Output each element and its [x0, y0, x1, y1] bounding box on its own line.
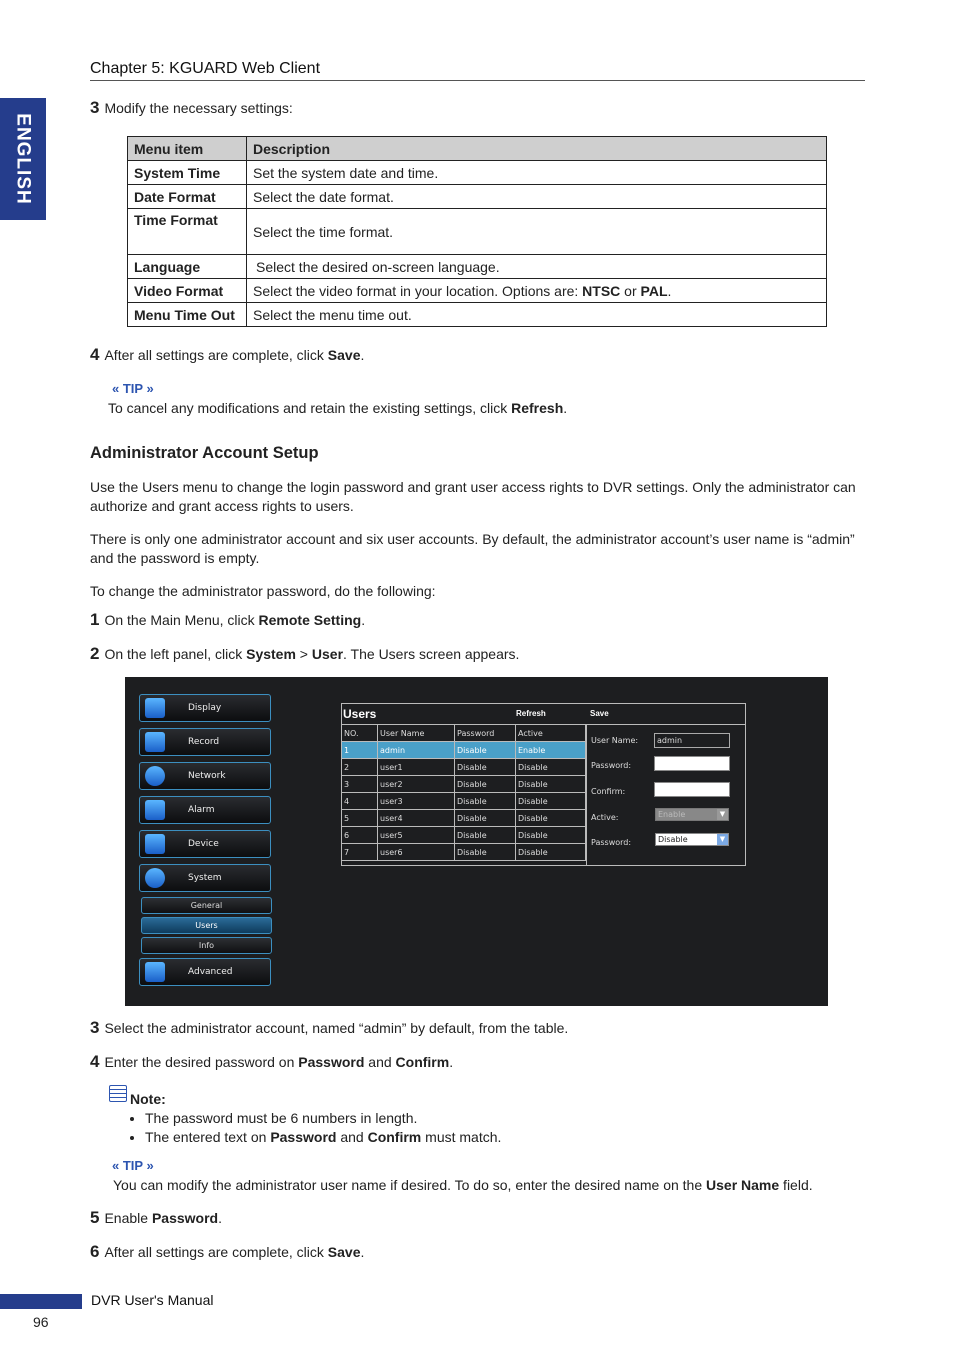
nav-system-button[interactable] — [139, 864, 271, 892]
cell-description: Select the desired on-screen language. — [247, 255, 827, 279]
sub-users-button[interactable]: Users — [141, 917, 272, 934]
list-item — [145, 1128, 501, 1147]
tip-label: « TIP » — [112, 1158, 154, 1173]
page-number: 96 — [33, 1314, 49, 1330]
step-text: After all settings are complete, click — [104, 347, 328, 363]
step-6-save — [90, 1242, 870, 1262]
tip-label: « TIP » — [112, 381, 154, 396]
note-end: must match. — [421, 1129, 502, 1145]
nav-alarm-button[interactable] — [139, 796, 271, 824]
cell-item: Time Format — [128, 209, 247, 255]
step-separator: > — [295, 646, 312, 662]
globe-icon — [145, 766, 165, 786]
step-text: On the Main Menu, click — [104, 612, 259, 628]
users-title: Users — [343, 707, 377, 721]
user-name-field[interactable]: admin — [654, 733, 730, 748]
col-user-name: User Name — [378, 725, 455, 742]
step-text: Enter the desired password on — [104, 1054, 299, 1070]
cell-description: Select the time format. — [247, 209, 827, 255]
cell-description: Select the date format. — [247, 185, 827, 209]
user-row[interactable] — [342, 742, 586, 759]
footer-title: DVR User's Manual — [91, 1292, 214, 1308]
header-description: Description — [247, 137, 827, 161]
save-button[interactable]: Save — [590, 709, 609, 718]
paragraph: There is only one administrator account and six user accounts. By default, the administrator account’s user name is “admin” and the password is empty. — [90, 531, 855, 566]
users-panel-header — [342, 704, 745, 725]
cell-user-name: user5 — [378, 827, 455, 844]
step-end: . — [361, 612, 366, 628]
nav-label: Alarm — [188, 805, 215, 815]
tip-end: field. — [779, 1177, 813, 1193]
nav-label: Device — [188, 839, 219, 849]
cell-description: Set the system date and time. — [247, 161, 827, 185]
table-row — [128, 161, 827, 185]
nav-label: Advanced — [188, 967, 233, 977]
desc-end: . — [667, 282, 672, 299]
step-number: 6 — [90, 1242, 100, 1261]
col-active: Active — [516, 725, 586, 742]
table-row — [128, 255, 827, 279]
system-keyword: System — [246, 646, 296, 662]
password-keyword: Password — [151, 1210, 219, 1226]
step-text: On the left panel, click — [104, 646, 247, 662]
cell-active: Disable — [516, 776, 586, 793]
cell-password: Disable — [455, 827, 516, 844]
user-row[interactable] — [342, 844, 586, 861]
active-select-value: Enable — [658, 810, 686, 819]
desc-text: Select the video format in your location. Options are: — [253, 282, 583, 299]
cell-active: Disable — [516, 793, 586, 810]
step-text: Select the administrator account, named “admin” by default, from the table. — [104, 1020, 569, 1036]
header-menu-item: Menu item — [128, 137, 247, 161]
nav-advanced-button[interactable] — [139, 958, 271, 986]
cell-item: Date Format — [128, 185, 247, 209]
confirm-keyword: Confirm — [367, 1129, 422, 1145]
user-row[interactable] — [342, 793, 586, 810]
col-no: NO. — [342, 725, 378, 742]
note-mid: and — [336, 1129, 368, 1145]
cell-no: 3 — [342, 776, 378, 793]
tip-body: You can modify the administrator user name if desired. To do so, enter the desired name on the — [113, 1177, 707, 1193]
table-header-row — [128, 137, 827, 161]
col-password: Password — [455, 725, 516, 742]
nav-device-button[interactable] — [139, 830, 271, 858]
menu-item-table — [127, 136, 827, 327]
notepad-icon — [109, 1085, 127, 1102]
device-icon — [145, 834, 165, 854]
note-list — [127, 1109, 501, 1147]
tip-body: To cancel any modifications and retain the existing settings, click — [108, 400, 512, 416]
section-heading: Administrator Account Setup — [90, 444, 319, 462]
nav-label: System — [188, 873, 222, 883]
step-number: 3 — [90, 1018, 100, 1037]
confirm-field[interactable] — [654, 782, 730, 797]
user-row[interactable] — [342, 759, 586, 776]
cell-active: Disable — [516, 759, 586, 776]
step-4-enter-password — [90, 1052, 870, 1072]
save-keyword: Save — [327, 1244, 361, 1260]
users-table-header — [342, 725, 586, 742]
password-label: Password: — [591, 761, 632, 770]
cell-password: Disable — [455, 742, 516, 759]
chevron-down-icon: ▼ — [717, 834, 728, 845]
step-end: . — [218, 1210, 222, 1226]
cell-description — [247, 279, 827, 303]
nav-network-button[interactable] — [139, 762, 271, 790]
nav-label: Record — [188, 737, 220, 747]
cell-user-name: user2 — [378, 776, 455, 793]
cell-password: Disable — [455, 844, 516, 861]
user-row[interactable] — [342, 776, 586, 793]
users-table — [342, 725, 586, 861]
cell-user-name: user6 — [378, 844, 455, 861]
table-row — [128, 185, 827, 209]
table-row — [128, 279, 827, 303]
user-name-label: User Name: — [591, 736, 639, 745]
cell-item: Menu Time Out — [128, 303, 247, 327]
user-name-keyword: User Name — [706, 1177, 780, 1193]
cell-user-name: user4 — [378, 810, 455, 827]
alarm-icon — [145, 800, 165, 820]
cell-user-name: user3 — [378, 793, 455, 810]
note-label: Note: — [130, 1091, 166, 1107]
refresh-keyword: Refresh — [511, 400, 564, 416]
tip-text — [113, 1176, 883, 1195]
sub-general-button[interactable]: General — [141, 897, 272, 914]
step-4-save — [90, 345, 870, 365]
nav-display-button[interactable] — [139, 694, 271, 722]
step-number: 4 — [90, 345, 100, 364]
sub-info-button[interactable]: Info — [141, 937, 272, 954]
cell-no: 7 — [342, 844, 378, 861]
step-3-select-admin — [90, 1018, 870, 1038]
record-icon — [145, 732, 165, 752]
cell-password: Disable — [455, 759, 516, 776]
cell-active: Disable — [516, 827, 586, 844]
tip-end: . — [563, 400, 568, 416]
users-panel — [341, 703, 746, 866]
save-keyword: Save — [327, 347, 361, 363]
active-select[interactable] — [655, 808, 729, 821]
step-text: After all settings are complete, click — [104, 1244, 328, 1260]
cell-user-name: user1 — [378, 759, 455, 776]
user-keyword: User — [311, 646, 344, 662]
cell-item: Video Format — [128, 279, 247, 303]
step-text: Enable — [104, 1210, 152, 1226]
wrench-icon — [145, 962, 165, 982]
nav-label: Network — [188, 771, 226, 781]
cell-description: Select the menu time out. — [247, 303, 827, 327]
chapter-header: Chapter 5: KGUARD Web Client — [90, 60, 865, 81]
nav-label: Display — [188, 703, 222, 713]
step-5-enable-password — [90, 1208, 870, 1228]
paragraph: Use the Users menu to change the login password and grant user access rights to DVR settings. Only the administrator can authorize and grant access rights to users. — [90, 479, 856, 514]
password-enable-label: Password: — [591, 838, 632, 847]
cell-no: 6 — [342, 827, 378, 844]
step-text: Modify the necessary settings: — [104, 100, 293, 116]
language-tab-label: ENGLISH — [13, 113, 35, 205]
step-number: 5 — [90, 1208, 100, 1227]
table-row — [128, 303, 827, 327]
step-number: 3 — [90, 98, 100, 117]
password-field[interactable] — [654, 756, 730, 771]
option-pal: PAL — [640, 282, 668, 299]
display-icon — [145, 698, 165, 718]
step-2-system-user — [90, 644, 870, 664]
step-number: 2 — [90, 644, 100, 663]
note-text: The entered text on — [145, 1129, 271, 1145]
table-row — [128, 209, 827, 255]
desc-or: or — [620, 282, 641, 299]
step-1-remote-setting — [90, 610, 870, 630]
step-3-modify — [90, 98, 870, 118]
cell-password: Disable — [455, 810, 516, 827]
step-number: 4 — [90, 1052, 100, 1071]
confirm-keyword: Confirm — [395, 1054, 450, 1070]
step-mid: and — [364, 1054, 396, 1070]
step-number: 1 — [90, 610, 100, 629]
option-ntsc: NTSC — [582, 282, 621, 299]
cell-no: 1 — [342, 742, 378, 759]
remote-setting-keyword: Remote Setting — [258, 612, 362, 628]
user-row[interactable] — [342, 810, 586, 827]
users-screen-screenshot — [125, 677, 828, 1006]
refresh-button[interactable]: Refresh — [516, 709, 546, 718]
cell-active: Enable — [516, 742, 586, 759]
tip-text — [108, 399, 878, 418]
list-item: • The password must be 6 numbers in length. — [145, 1109, 501, 1128]
cell-password: Disable — [455, 793, 516, 810]
password-keyword: Password — [270, 1129, 337, 1145]
chevron-down-icon: ▼ — [717, 809, 728, 820]
password-keyword: Password — [298, 1054, 365, 1070]
paragraph: To change the administrator password, do the following: — [90, 583, 436, 599]
password-enable-select[interactable] — [655, 833, 729, 846]
cell-item: Language — [128, 255, 247, 279]
cell-active: Disable — [516, 810, 586, 827]
footer-bar — [0, 1294, 82, 1309]
cell-no: 4 — [342, 793, 378, 810]
step-end: . — [360, 347, 365, 363]
nav-record-button[interactable] — [139, 728, 271, 756]
cell-item: System Time — [128, 161, 247, 185]
cell-no: 2 — [342, 759, 378, 776]
panel-divider — [586, 725, 587, 865]
language-tab — [0, 98, 46, 220]
password-enable-value: Disable — [658, 835, 688, 844]
cell-password: Disable — [455, 776, 516, 793]
step-end: . — [360, 1244, 365, 1260]
user-row[interactable] — [342, 827, 586, 844]
cell-user-name: admin — [378, 742, 455, 759]
cell-no: 5 — [342, 810, 378, 827]
step-end: . — [449, 1054, 454, 1070]
active-label: Active: — [591, 813, 619, 822]
gear-icon — [145, 868, 165, 888]
confirm-label: Confirm: — [591, 787, 626, 796]
cell-active: Disable — [516, 844, 586, 861]
step-end: . The Users screen appears. — [343, 646, 520, 662]
